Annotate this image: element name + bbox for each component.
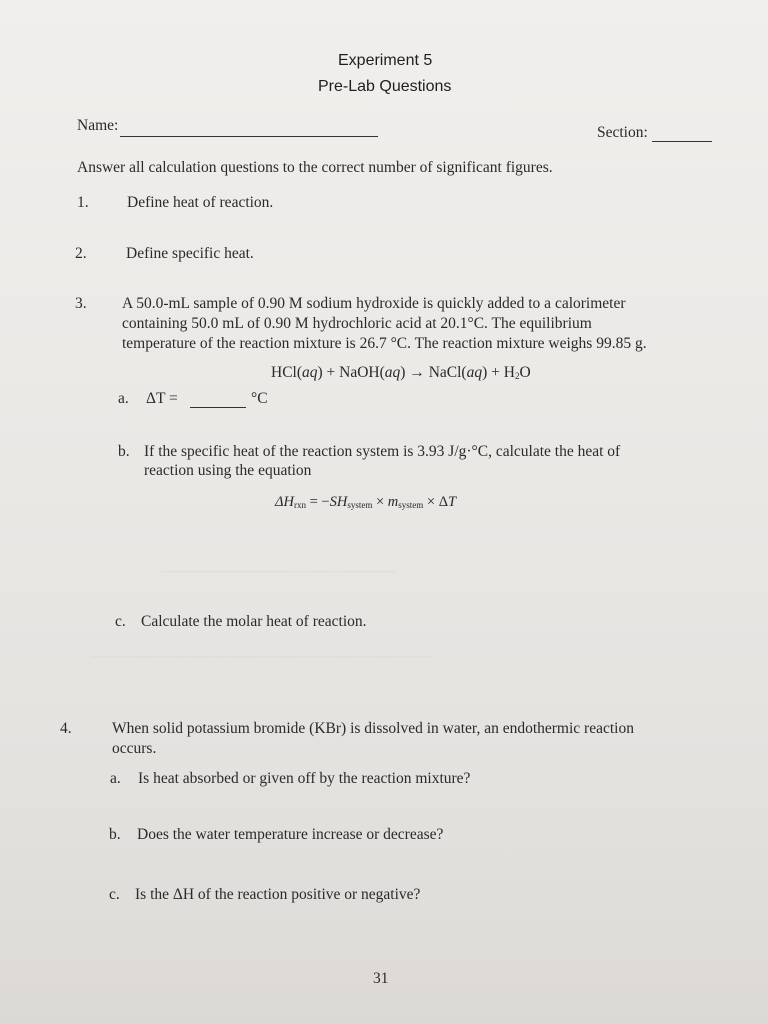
- question-4a-text: Is heat absorbed or given off by the reaction mixture?: [138, 770, 471, 787]
- question-3b-label: b.: [118, 443, 130, 460]
- delta-t-blank[interactable]: [190, 407, 246, 408]
- question-3-line: A 50.0-mL sample of 0.90 M sodium hydroxide is quickly added to a calorimeter: [122, 295, 626, 312]
- question-3b-line: reaction using the equation: [144, 462, 312, 479]
- page-number: 31: [373, 970, 389, 987]
- question-3a-delta-t: ΔT =: [146, 390, 178, 407]
- question-3a-label: a.: [118, 390, 129, 407]
- name-blank[interactable]: [120, 136, 378, 137]
- question-4-line: When solid potassium bromide (KBr) is dissolved in water, an endothermic reaction: [112, 720, 634, 737]
- question-4-line: occurs.: [112, 740, 157, 757]
- question-4b-text: Does the water temperature increase or decrease?: [137, 826, 444, 843]
- question-4c-label: c.: [109, 886, 120, 903]
- question-4b-label: b.: [109, 826, 121, 843]
- question-3-number: 3.: [75, 295, 87, 312]
- question-2-text: Define specific heat.: [126, 245, 254, 262]
- page-subtitle: Pre-Lab Questions: [318, 78, 452, 95]
- heat-of-reaction-formula: $\Delta H_{rxn} = -SH_{system} \times m_{system} \times \Delta T$: [275, 494, 457, 510]
- instructions: Answer all calculation questions to the correct number of significant figures.: [77, 159, 553, 176]
- question-3c-label: c.: [115, 613, 126, 630]
- question-1-number: 1.: [77, 194, 89, 211]
- page-title: Experiment 5: [338, 52, 433, 69]
- question-4-number: 4.: [60, 720, 72, 737]
- chemical-equation: HCl(aq) + NaOH(aq) → NaCl(aq) + $H_2O$: [271, 364, 531, 381]
- question-4a-label: a.: [110, 770, 121, 787]
- question-1-text: Define heat of reaction.: [127, 194, 274, 211]
- section-label: Section:: [597, 124, 648, 141]
- question-2-number: 2.: [75, 245, 87, 262]
- question-3b-line: If the specific heat of the reaction system is 3.93 J/g·°C, calculate the heat of: [144, 443, 621, 460]
- section-blank[interactable]: [652, 141, 712, 142]
- question-3a-unit: °C: [251, 390, 268, 407]
- question-3-line: temperature of the reaction mixture is 26.7 °C. The reaction mixture weighs 99.85 g.: [122, 335, 647, 352]
- question-3c-text: Calculate the molar heat of reaction.: [141, 613, 367, 630]
- name-label: Name:: [77, 117, 119, 134]
- question-3-line: containing 50.0 mL of 0.90 M hydrochloric acid at 20.1°C. The equilibrium: [122, 315, 592, 332]
- bleed-through-text: ~~~~~~~~~~~~~~~~~~~~~~~~~~~~~~~: [160, 565, 395, 580]
- bleed-through-text: ~~~~~~~~~~~~~~~~~~~~~~~~~~~~~~~~~~~~~~~~~~~~~: [90, 650, 431, 665]
- question-4c-text: Is the ΔH of the reaction positive or negative?: [135, 886, 421, 903]
